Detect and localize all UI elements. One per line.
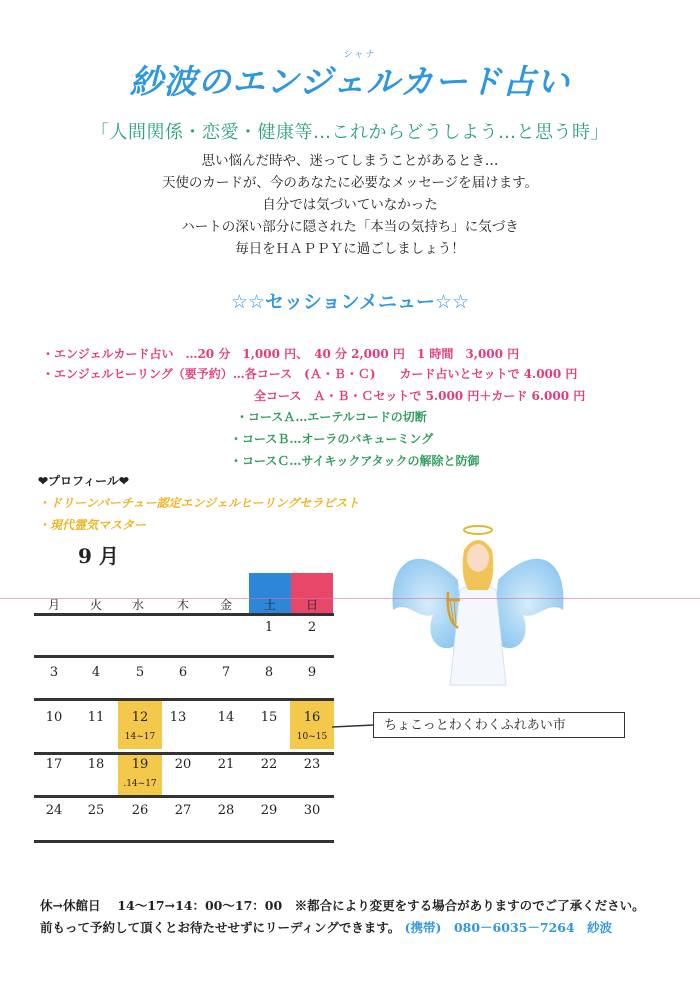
- intro-text: [0, 150, 700, 260]
- calendar-day: 28: [217, 803, 235, 818]
- calendar-day: 27: [174, 803, 192, 818]
- menu-line-card-reading: ・エンジェルカード占い …20 分 1,000 円、 40 分 2,000 円 1 時間 3,000 円: [42, 347, 520, 361]
- calendar-day: 10: [45, 710, 63, 725]
- title-ruby: シャナ: [343, 50, 377, 60]
- calendar-day: 9: [307, 665, 317, 680]
- calendar-rule: [34, 752, 334, 755]
- calendar-day: 24: [45, 803, 63, 818]
- calendar-day-19: 19: [131, 757, 149, 772]
- calendar-day: 15: [260, 710, 278, 725]
- footer-contact: [40, 918, 612, 936]
- calendar-day-16: 16: [303, 710, 321, 725]
- calendar-day: 29: [260, 803, 278, 818]
- angel-illustration: [388, 520, 568, 690]
- calendar-rule: [34, 795, 334, 798]
- intro-line: 毎日をＨＡＰＰＹに過ごしましょう！: [235, 241, 465, 257]
- menu-course-b: ・コースＢ…オーラのバキューミング: [230, 432, 434, 446]
- weekday-fri: 金: [219, 598, 232, 612]
- page-title: 紗波のエンジェルカード占い: [129, 62, 571, 101]
- calendar-day: 5: [135, 665, 145, 680]
- weekday-sun: 日: [305, 598, 318, 612]
- calendar-day: 11: [87, 710, 105, 725]
- calendar-day: 23: [303, 757, 321, 772]
- session-menu-heading: ☆☆セッションメニュー☆☆: [230, 291, 470, 313]
- calendar-day: 7: [221, 665, 231, 680]
- calendar-month: 9 月: [78, 544, 119, 568]
- weekday-wed: 水: [131, 598, 144, 612]
- calendar-day: 17: [45, 757, 63, 772]
- profile-item-therapist: ・ドリーンバーチュー認定エンジェルヒーリングセラピスト: [38, 496, 360, 510]
- calendar-day: 30: [303, 803, 321, 818]
- menu-course-a: ・コースＡ…エーテルコードの切断: [236, 410, 427, 424]
- calendar-day: 8: [264, 665, 274, 680]
- profile-heading: ❤プロフィール❤: [38, 474, 129, 488]
- calendar-day: 2: [307, 620, 317, 635]
- calendar-day-12: 12: [131, 710, 149, 725]
- calendar-day: 22: [260, 757, 278, 772]
- calendar-day: 25: [87, 803, 105, 818]
- footer-notice: 休→休館日 14～17→14：00～17：00 ※都合により変更をする場合がありますのでご了承ください。: [40, 898, 645, 913]
- profile-item-reiki: ・現代霊気マスター: [38, 518, 147, 532]
- menu-line-healing: ・エンジェルヒーリング（要予約）…各コース (Ａ・Ｂ・Ｃ) カード占いとセットで 4.000 円: [42, 367, 578, 381]
- weekday-mon: 月: [47, 598, 60, 612]
- event-callout: ちょこっとわくわくふれあい市: [373, 712, 625, 738]
- page-subtitle: 「人間関係・恋愛・健康等…これからどうしよう…と思う時」: [91, 122, 609, 143]
- calendar-day: 4: [91, 665, 101, 680]
- weekday-thu: 木: [176, 598, 189, 612]
- calendar-rule: [34, 840, 334, 843]
- time-day-19: .14~17: [123, 779, 157, 789]
- calendar-day: 18: [87, 757, 105, 772]
- calendar-day: 1: [264, 620, 274, 635]
- intro-line: 思い悩んだ時や、迷ってしまうことがあるとき…: [201, 153, 499, 169]
- calendar-day: 3: [49, 665, 59, 680]
- calendar-rule: [34, 613, 334, 616]
- time-day-16: 10~15: [296, 732, 328, 742]
- footer-phone: (携帯) 080－6035－7264 紗波: [404, 920, 613, 935]
- calendar-day: 6: [178, 665, 188, 680]
- intro-line: ハートの深い部分に隠された「本当の気持ち」に気づき: [181, 219, 519, 235]
- menu-course-c: ・コースＣ…サイキックアタックの解除と防御: [230, 454, 480, 468]
- footer-reservation-text: 前もって予約して頂くとお待たせせずにリーディングできます。: [40, 920, 401, 935]
- intro-line: 自分では気づいていなかった: [262, 197, 438, 213]
- calendar-day: 13: [169, 710, 187, 725]
- time-day-12: 14~17: [124, 732, 156, 742]
- weekday-tue: 火: [89, 598, 102, 612]
- calendar-day: 26: [131, 803, 149, 818]
- calendar-day: 21: [217, 757, 235, 772]
- calendar-rule: [34, 655, 334, 658]
- calendar-day: 14: [217, 710, 235, 725]
- calendar-rule: [34, 698, 334, 701]
- menu-line-all-course: 全コース Ａ・Ｂ・Ｃセットで 5.000 円＋カード 6.000 円: [254, 389, 586, 403]
- calendar-day: 20: [174, 757, 192, 772]
- callout-pointer: [330, 715, 376, 735]
- intro-line: 天使のカードが、今のあなたに必要なメッセージを届けます。: [161, 175, 539, 191]
- weekday-sat: 土: [263, 598, 276, 612]
